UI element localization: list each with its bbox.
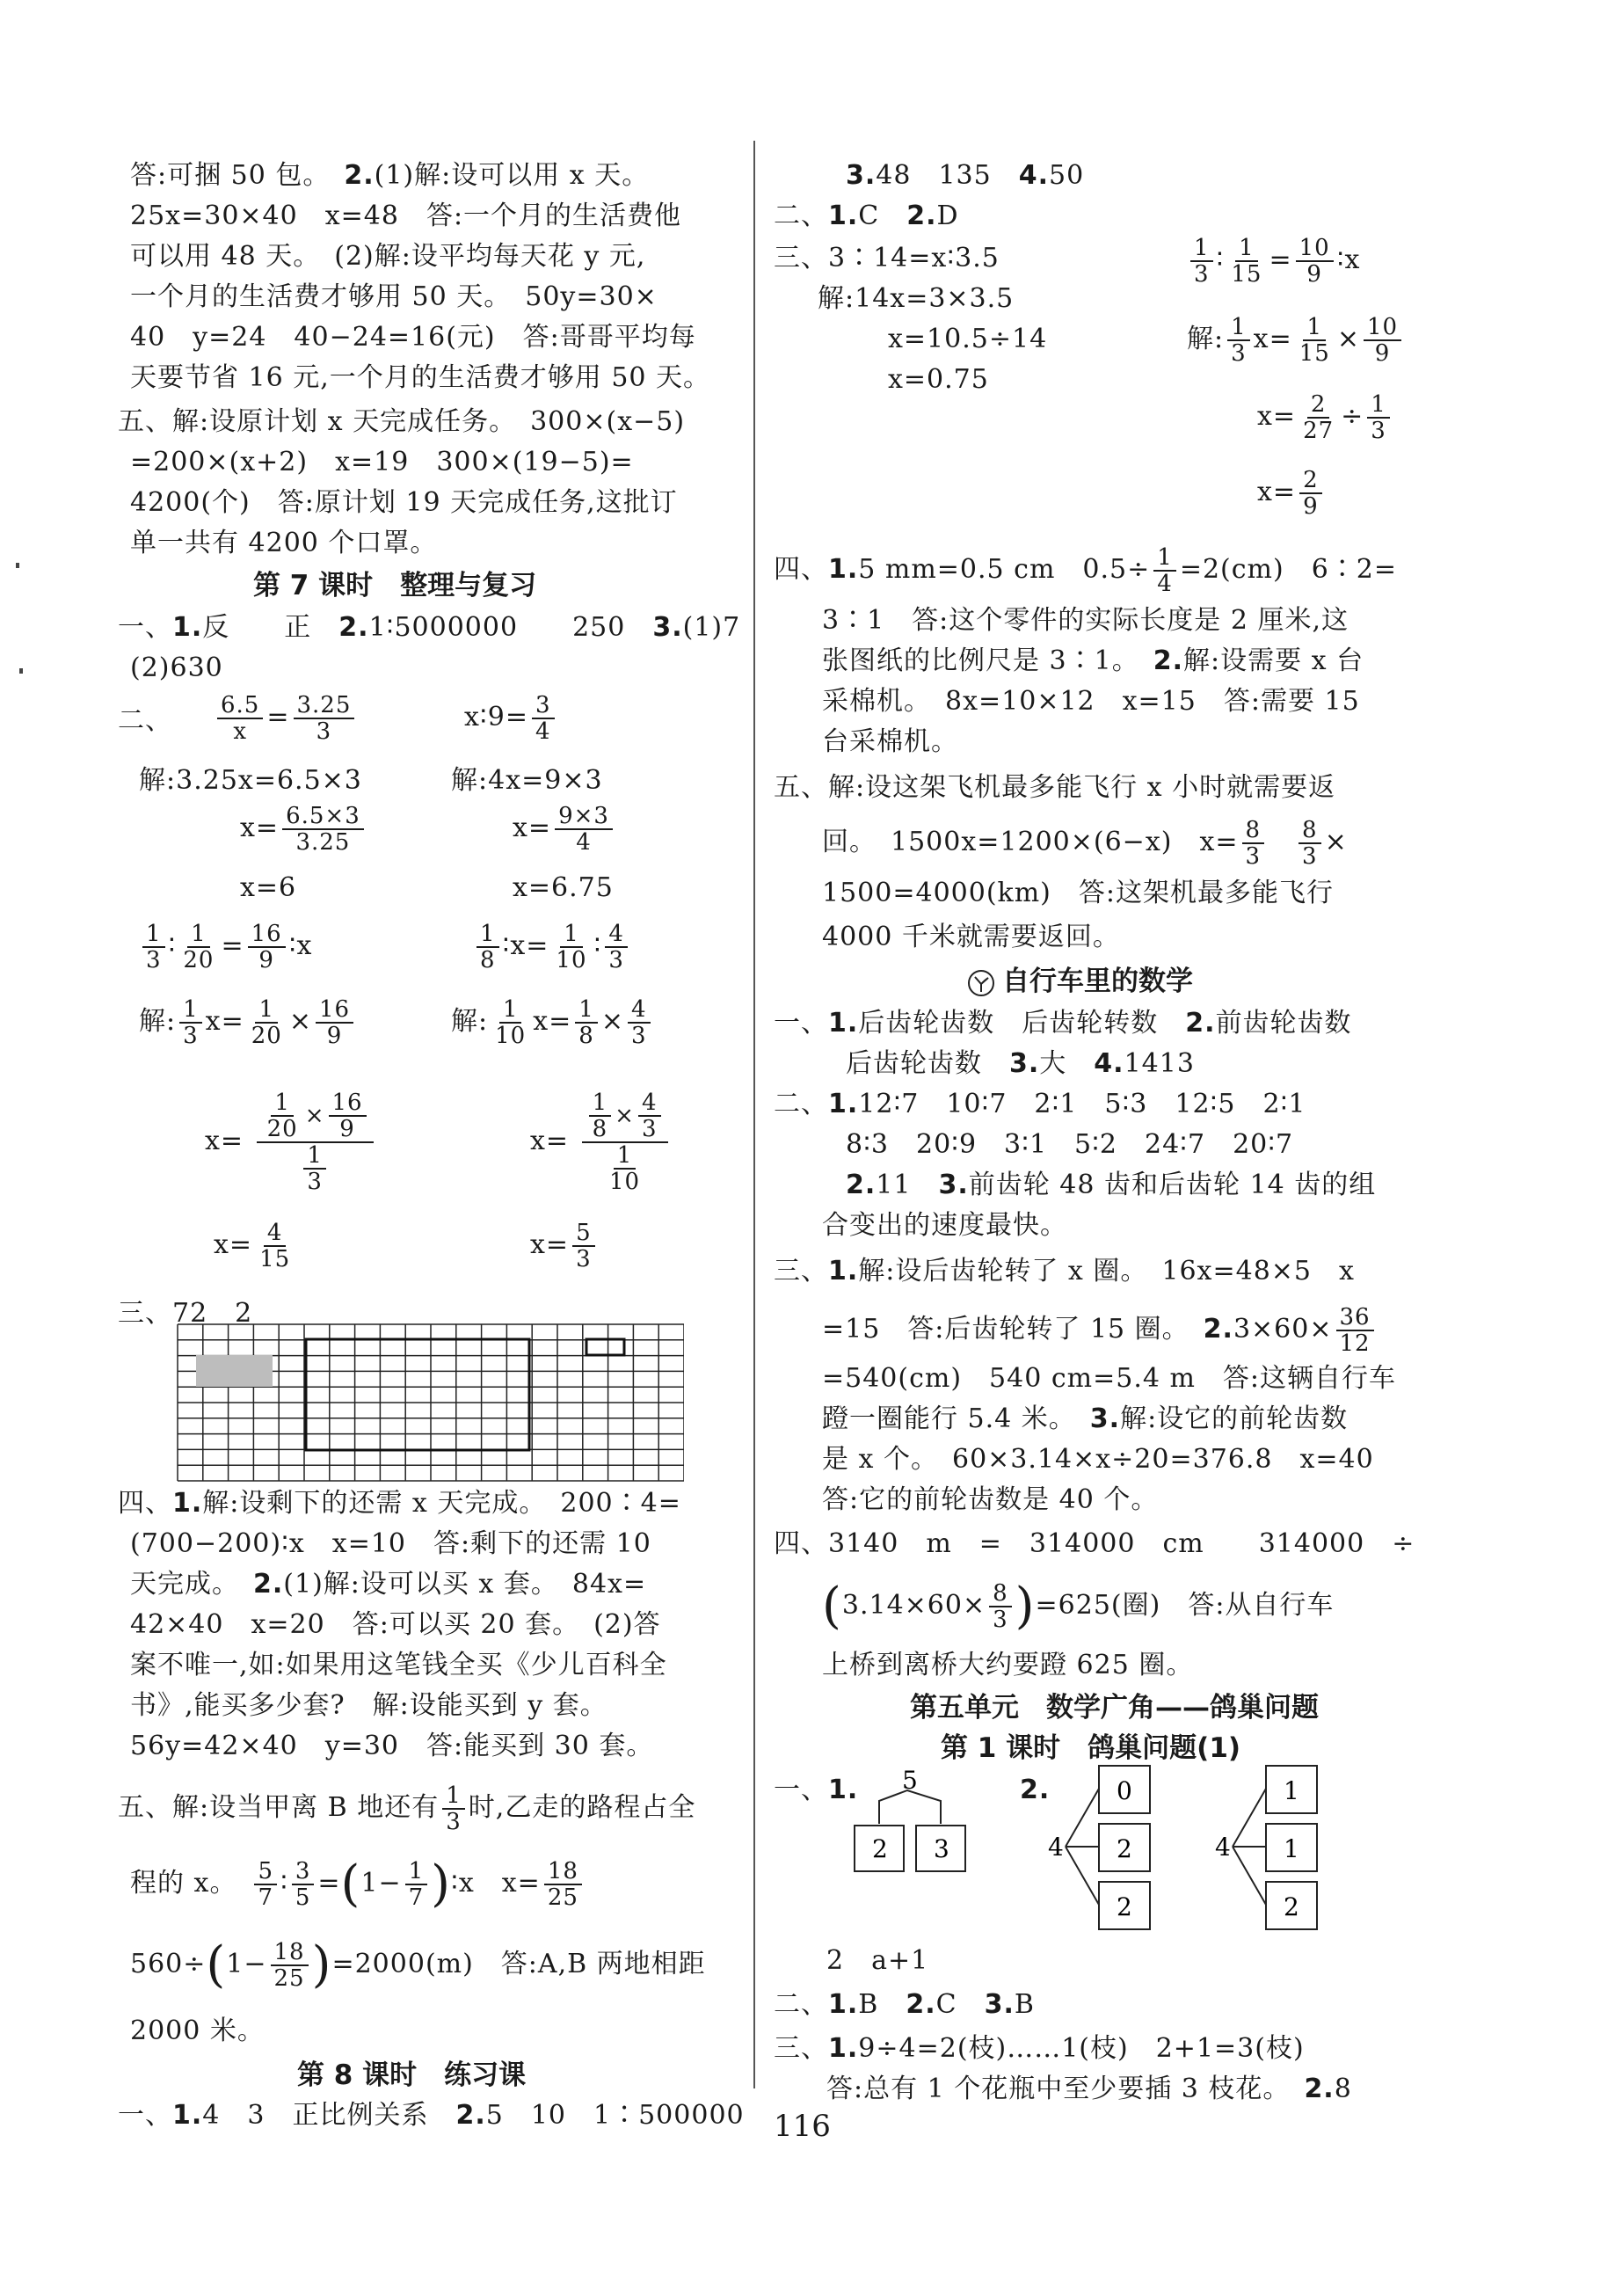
tree-root: 4 (1048, 1833, 1064, 1862)
text-line: 4200(个) 答:原计划 19 天完成任务,这批订 (130, 487, 678, 518)
text-line: 上桥到离桥大约要蹬 625 圈。 (822, 1650, 1194, 1680)
text-line: 二、1.12∶7 10∶7 2∶1 5∶3 12∶5 2∶1 (774, 1089, 1306, 1119)
equation-step: 解: $\frac{1}{3}$ x= $\frac{1}{15}$ × $\frac{10}{9}$ (1187, 315, 1405, 366)
page-number: 116 (774, 2109, 831, 2144)
text-line: 后齿轮齿数 3.大 4.1413 (846, 1048, 1195, 1079)
text-line: 8∶3 20∶9 3∶1 5∶2 24∶7 20∶7 (846, 1129, 1294, 1160)
equation-answer: x= $\frac{4}{15}$ (214, 1220, 291, 1272)
text-line: 四、1.5 mm=0.5 cm 0.5÷ $\frac{1}{4}$ =2(cm) 6∶2= (774, 544, 1398, 597)
text-line: =15 答:后齿轮转了 15 圈。 2.3×60× $\frac{36}{12}$ (822, 1305, 1378, 1356)
equation-step: x= $\frac{6.5\times 3}{3.25}$ (240, 804, 367, 855)
tree-root: 4 (1215, 1833, 1231, 1862)
tree-branches (879, 1790, 941, 1824)
text-line: =200×(x+2) x=19 300×(19−5)= (130, 447, 634, 477)
text-line: 42×40 x=20 答:可以买 20 套。 (2)答 (130, 1609, 661, 1640)
equation-step: 解:4x=9×3 (451, 765, 603, 796)
equation-step: 解:14x=3×3.5 (818, 283, 1015, 314)
text-line: 一个月的生活费才够用 50 天。 50y=30× (130, 281, 658, 312)
text-line: 四、1.解:设剩下的还需 x 天完成。 200∶4= (118, 1488, 681, 1519)
text-line: 40 y=24 40−24=16(元) 答:哥哥平均每 (130, 322, 696, 353)
equation-step: x= $\frac{9\times 3}{4}$ (513, 804, 616, 855)
tree-branches (1233, 1789, 1266, 1905)
equation: $\frac{1}{3}$ ∶ $\frac{1}{20}$ = $\frac{16}{9}$ ∶x (139, 922, 312, 973)
tree-leaf: 2 (1117, 1834, 1132, 1863)
section-label: 二、 (118, 705, 172, 736)
text-line: 三、1.解:设后齿轮转了 x 圈。 16x=48×5 x (774, 1256, 1355, 1286)
column-divider (753, 141, 755, 2088)
text-line: 3∶1 答:这个零件的实际长度是 2 厘米,这 (822, 605, 1349, 636)
equation-step: x=0.75 (888, 364, 989, 395)
text-line: 三、1.9÷4=2(枝)……1(枝) 2+1=3(枝) (774, 2033, 1305, 2064)
text-line: 可以用 48 天。 (2)解:设平均每天花 y 元, (130, 241, 646, 272)
text-line: 三、72 2 (118, 1298, 253, 1329)
text-line: 五、解:设这架飞机最多能飞行 x 小时就需要返 (774, 772, 1336, 803)
text-line: (2)630 (130, 652, 223, 683)
equation-step: 解: $\frac{1}{10}$ x= $\frac{1}{8}$ × $\frac{4}{3}$ (451, 997, 654, 1048)
tree-root: 5 (902, 1766, 918, 1795)
equation-step: x=10.5÷14 (888, 324, 1048, 354)
text-line: 五、解:设当甲离 B 地还有 $\frac{1}{3}$ 时,乙走的路程占全 (118, 1782, 696, 1835)
equation-step: 解: $\frac{1}{3}$ x= $\frac{1}{20}$ × $\frac{16}{9}$ (139, 997, 357, 1048)
text-line: (700−200)∶x x=10 答:剩下的还需 10 (130, 1528, 651, 1559)
equation: 三、3∶14=x∶3.5 (774, 243, 1000, 273)
text-line: =540(cm) 540 cm=5.4 m 答:这辆自行车 (822, 1363, 1397, 1394)
tree-leaf: 3 (934, 1834, 949, 1863)
equation-step: x= $\frac{2}{27}$ ÷ $\frac{1}{3}$ (1257, 392, 1393, 443)
text-line: 一、1.4 3 正比例关系 2.5 10 1∶500000 (118, 2100, 745, 2131)
shaded-rectangle (196, 1355, 273, 1387)
text-line: 五、解:设原计划 x 天完成任务。 300×(x−5) (118, 406, 686, 437)
text-line: 单一共有 4200 个口罩。 (130, 528, 438, 558)
section-heading: 第 7 课时 整理与复习 (253, 570, 537, 601)
text-line: 回。 1500x=1200×(6−x) x= $\frac{8}{3}$ $\frac{8}{3}$ × (822, 817, 1348, 870)
text-line: 答:它的前轮齿数是 40 个。 (822, 1484, 1159, 1515)
text-line: 蹬一圈能行 5.4 米。 3.解:设它的前轮齿数 (822, 1403, 1349, 1434)
equation-answer: x= $\frac{2}{9}$ (1257, 468, 1326, 519)
equation: $\frac{6.5}{x}$ = $\frac{3.25}{3}$ (214, 693, 358, 744)
section-heading: 第 1 课时 鸽巢问题(1) (941, 1732, 1241, 1764)
text-line: 一、1.后齿轮齿数 后齿轮转数 2.前齿轮齿数 (774, 1008, 1352, 1039)
reduced-rectangle (586, 1339, 624, 1355)
scan-mark (19, 668, 23, 674)
section-heading: 自行车里的数学 (967, 962, 1193, 1001)
text-line: 一、1.反 正 2.1∶5000000 250 3.(1)7 (118, 612, 741, 643)
text-line: 天完成。 2.(1)解:设可以买 x 套。 84x= (130, 1569, 647, 1600)
text-line: 56y=42×40 y=30 答:能买到 30 套。 (130, 1731, 654, 1761)
equation-step: 解:3.25x=6.5×3 (139, 765, 362, 796)
section-heading: 第五单元 数学广角——鸽巢问题 (910, 1692, 1319, 1724)
text-line: 天要节省 16 元,一个月的生活费才够用 50 天。 (130, 362, 711, 393)
decomposition-tree (853, 1764, 967, 1878)
distribution-tree (1046, 1762, 1160, 1933)
tree-leaf: 2 (1117, 1892, 1132, 1921)
text-line: 案不唯一,如:如果用这笔钱全买《少儿百科全 (130, 1650, 667, 1680)
section-heading: 第 8 课时 练习课 (297, 2059, 527, 2091)
equation-answer: x=6.75 (513, 872, 614, 903)
bicycle-icon (967, 969, 995, 997)
item-number: 2. (1020, 1775, 1051, 1805)
text-line: 3.48 135 4.50 (846, 160, 1085, 191)
text-line: 采棉机。 8x=10×12 x=15 答:需要 15 (822, 686, 1360, 717)
text-line: 2.11 3.前齿轮 48 齿和后齿轮 14 齿的组 (846, 1170, 1377, 1200)
equation: $\frac{1}{8}$ ∶x= $\frac{1}{10}$ ∶ $\frac{4}{3}$ (473, 922, 631, 973)
text-line: 560÷(1− $\frac{18}{25}$ )=2000(m) 答:A,B 两地相距 (130, 1936, 706, 1994)
text-line: 25x=30×40 x=48 答:一个月的生活费他 (130, 200, 682, 231)
text-line: 张图纸的比例尺是 3∶1。 2.解:设需要 x 台 (822, 645, 1364, 676)
equation-answer: x= $\frac{5}{3}$ (530, 1221, 599, 1272)
tree-leaf: 1 (1284, 1776, 1299, 1805)
text-line: 台采棉机。 (822, 726, 958, 757)
text-line: 二、1.B 2.C 3.B (774, 1989, 1035, 2020)
text-line: 一、1. (774, 1775, 859, 1805)
text-line: (3.14×60× $\frac{8}{3}$ )=625(圈) 答:从自行车 (822, 1578, 1335, 1635)
text-line: 4000 千米就需要返回。 (822, 922, 1120, 952)
scan-mark (16, 563, 19, 568)
equation: x∶9= $\frac{3}{4}$ (464, 693, 558, 744)
tree-leaf: 1 (1284, 1834, 1299, 1863)
equation-step: x= $\frac{1}{8}$ × $\frac{4}{3}$ $\frac{1}{10}$ (530, 1090, 672, 1194)
tree-leaf: 2 (872, 1834, 888, 1863)
text-line: 1500=4000(km) 答:这架机最多能飞行 (822, 878, 1334, 908)
equation-answer: x=6 (240, 872, 297, 903)
tree-leaf: 0 (1117, 1776, 1132, 1805)
text-line: 程的 x。 $\frac{5}{7}$ ∶ $\frac{3}{5}$ =(1− $\frac{1}{7}$ )∶x x= $\frac{18}{25}$ (130, 1859, 586, 1910)
tree-branches (1066, 1789, 1099, 1905)
text-line: 合变出的速度最快。 (822, 1210, 1067, 1241)
text-line: 书》,能买多少套? 解:设能买到 y 套。 (130, 1690, 607, 1721)
equation: $\frac{1}{3}$ ∶ $\frac{1}{15}$ = $\frac{10}{9}$ ∶x (1187, 236, 1360, 287)
text-line: 2000 米。 (130, 2015, 265, 2046)
text-line: 是 x 个。 60×3.14×x÷20=376.8 x=40 (822, 1444, 1374, 1475)
grid-figure (174, 1319, 684, 1495)
distribution-tree (1213, 1762, 1328, 1933)
text-line: 2 a+1 (826, 1945, 929, 1976)
tree-leaf: 2 (1284, 1892, 1299, 1921)
text-line: 二、1.C 2.D (774, 200, 959, 231)
text-line: 答:可捆 50 包。 2.(1)解:设可以用 x 天。 (130, 160, 650, 191)
text-line: 答:总有 1 个花瓶中至少要插 3 枝花。 2.8 (826, 2074, 1352, 2104)
text-line: 四、3140 m = 314000 cm 314000 ÷ (774, 1528, 1415, 1559)
equation-step: x= $\frac{1}{20}$ × $\frac{16}{9}$ $\frac{1}{3}$ (205, 1090, 377, 1194)
